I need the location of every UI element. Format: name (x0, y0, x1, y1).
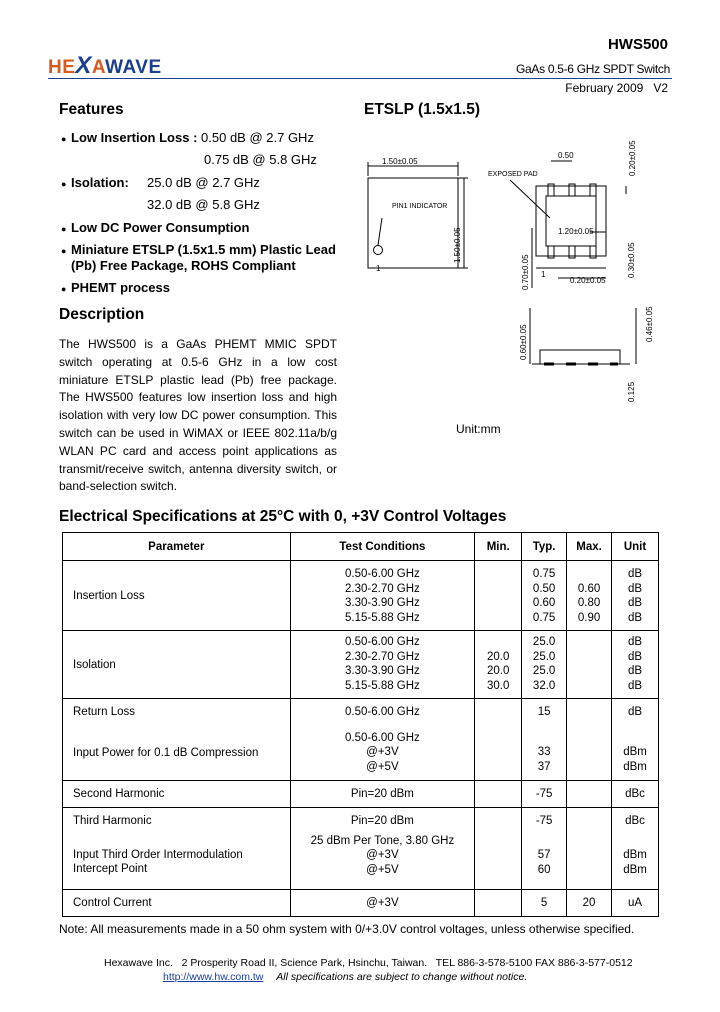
typ-line: 0.60 (532, 597, 556, 609)
dim-pad-pitch: 0.50 (558, 151, 574, 160)
min-line (475, 611, 521, 626)
feature-label: PHEMT process (71, 280, 170, 295)
param-line: Intercept Point (73, 863, 148, 875)
side-body (540, 350, 620, 364)
cond-line: @+5V (366, 760, 399, 773)
pin1-label: PIN1 INDICATOR (392, 203, 448, 210)
table-row (63, 699, 659, 781)
param-line: Third Harmonic (73, 815, 152, 827)
side-view (530, 308, 636, 364)
unit-line (612, 834, 658, 849)
logo-text-x: X (75, 52, 92, 79)
unit-cell: dBc (612, 781, 659, 808)
feature-label: (Pb) Free Package, ROHS Compliant (71, 258, 296, 273)
max-cell (567, 808, 612, 890)
feature-value-2 (204, 152, 317, 168)
bullet-icon: ● (61, 284, 67, 294)
cond-line: @+3V (366, 746, 399, 758)
param-line: Return Loss (73, 706, 136, 718)
cond-line: 0.50-6.00 GHz (345, 636, 420, 648)
col-header: Parameter (63, 533, 291, 561)
dim-side-h: 0.60±0.05 (519, 324, 528, 360)
typ-line: -75 (535, 815, 553, 827)
min-line (475, 567, 521, 582)
features-heading: Features (59, 101, 124, 118)
min-line (475, 582, 521, 597)
feature-value: 0.75 dB @ 5.8 GHz (204, 152, 317, 167)
feature-item (61, 175, 129, 191)
param-cell (63, 699, 291, 781)
dim-height: 1.50±0.05 (453, 227, 462, 263)
cond-line: 3.30-3.90 GHz (345, 665, 420, 677)
dim-side-total: 0.46±0.05 (645, 306, 654, 342)
logo-text-wave: WAVE (105, 57, 162, 78)
typ-line (522, 731, 566, 746)
max-line: 0.80 (577, 597, 601, 609)
typ-line: 60 (537, 863, 551, 876)
unit-line: dB (627, 597, 643, 609)
table-row (63, 561, 659, 631)
cond-line: 0.50-6.00 GHz (345, 706, 420, 718)
typ-line: 15 (537, 706, 551, 718)
unit-line: dB (627, 665, 643, 677)
typ-cell (522, 699, 567, 781)
min-cell (475, 699, 522, 781)
pin1-number: 1 (376, 264, 381, 273)
feature-item (61, 130, 314, 146)
param-cell: Control Current (63, 890, 291, 917)
max-cell (567, 699, 612, 781)
param-cell: Isolation (63, 631, 291, 699)
exposed-pad-label: EXPOSED PAD (488, 171, 538, 178)
max-cell: 20 (567, 890, 612, 917)
feature-label: Low Insertion Loss : (71, 130, 198, 145)
max-line: 0.60 (577, 582, 601, 595)
max-line (567, 650, 611, 665)
unit-line: dBm (623, 760, 647, 773)
param-line: Input Third Order Intermodulation (73, 848, 243, 861)
unit-line: dBc (625, 815, 645, 827)
col-header: Min. (475, 533, 522, 561)
typ-cell: 5 (522, 890, 567, 917)
typ-line: 0.75 (532, 568, 556, 580)
typ-line: 0.75 (532, 611, 556, 624)
package-drawing (360, 128, 670, 408)
min-line: 30.0 (487, 679, 510, 692)
cond-line: 25 dBm Per Tone, 3.80 GHz (310, 834, 455, 847)
feature-label: Miniature ETSLP (1.5x1.5 mm) Plastic Lead (71, 242, 336, 257)
table-row (63, 781, 659, 808)
feature-value-iso2 (147, 197, 260, 213)
exposed-pad (546, 196, 596, 246)
unit-line: dB (627, 650, 643, 663)
cond-cell (290, 699, 475, 781)
min-cell (475, 890, 522, 917)
dim-lead-width: 0.20±0.05 (570, 276, 606, 285)
feature-item (61, 242, 336, 258)
typ-cell: -75 (522, 781, 567, 808)
dim-body-h: 0.70±0.05 (521, 254, 530, 290)
feature-item (61, 280, 170, 296)
cond-cell (290, 808, 475, 890)
pin1-number-bottom: 1 (541, 270, 546, 279)
cond-line: 2.30-2.70 GHz (345, 582, 420, 595)
min-cell (475, 631, 522, 699)
typ-line: 37 (537, 760, 551, 773)
min-line (475, 635, 521, 650)
unit-line: dB (627, 636, 643, 648)
unit-cell (612, 561, 659, 631)
cond-line: @+5V (366, 863, 399, 876)
param-line: Input Power for 0.1 dB Compression (73, 746, 259, 759)
unit-line: dBm (623, 746, 647, 758)
unit-text: Unit:mm (456, 422, 501, 436)
col-header: Typ. (522, 533, 567, 561)
typ-line: 25.0 (532, 636, 556, 648)
typ-cell (522, 808, 567, 890)
description-text: The HWS500 is a GaAs PHEMT MMIC SPDT switch operating at 0.5-6 GHz in a low cost miniature ETSLP plastic lead (Pb) free package. The HWS500 features low insertion loss and high isolation with very low DC power consumption. This switch can be used in WiMAX or IEEE 802.11a/b/g WLAN PC card and access point applications as transmit/receive switch, antenna diversity switch, or band-selection switch. (59, 337, 337, 494)
cond-line: Pin=20 dBm (350, 815, 414, 827)
max-line (567, 679, 611, 694)
param-cell: Insertion Loss (63, 561, 291, 631)
website-link[interactable]: http://www.hw.com.tw (163, 971, 264, 983)
min-cell (475, 781, 522, 808)
max-line (567, 567, 611, 582)
unit-line: dBm (623, 863, 647, 876)
col-header: Unit (612, 533, 659, 561)
typ-line (522, 834, 566, 849)
specs-heading: Electrical Specifications at 25°C with 0, +3V Control Voltages (59, 508, 507, 525)
param-cell: Second Harmonic (63, 781, 291, 808)
cond-line: 3.30-3.90 GHz (345, 597, 420, 609)
unit-cell (612, 631, 659, 699)
hexawave-logo (48, 52, 162, 80)
min-cell (475, 561, 522, 631)
typ-line: 33 (537, 746, 551, 758)
typ-line: 25.0 (532, 650, 556, 663)
bullet-icon: ● (61, 134, 67, 144)
footer-disclaimer: All specifications are subject to change without notice. (276, 971, 528, 983)
min-line: 20.0 (487, 665, 510, 677)
dim-lead-len: 0.30±0.05 (627, 242, 636, 278)
unit-line (612, 731, 658, 746)
package-heading: ETSLP (1.5x1.5) (364, 101, 481, 118)
typ-line: 57 (537, 849, 551, 861)
typ-line: 0.50 (532, 582, 556, 595)
logo-text-a: A (91, 57, 106, 78)
description-heading: Description (59, 306, 145, 323)
cond-cell: Pin=20 dBm (290, 781, 475, 808)
min-cell (475, 808, 522, 890)
dim-inner: 1.20±0.05 (558, 227, 594, 236)
footer-address: Hexawave Inc. 2 Prosperity Road II, Science Park, Hsinchu, Taiwan. TEL 886-3-578-5100 FAX 886-3-577-0512 (104, 957, 633, 969)
header-rule (48, 78, 672, 79)
dim-top-right: 0.20±0.05 (628, 140, 637, 176)
bullet-icon: ● (61, 224, 67, 234)
unit-line: dB (627, 568, 643, 580)
col-header: Test Conditions (290, 533, 475, 561)
unit-cell: uA (612, 890, 659, 917)
table-header (63, 533, 659, 561)
feature-label: Isolation: (71, 175, 129, 190)
typ-cell (522, 561, 567, 631)
feature-item (61, 220, 250, 236)
unit-line: dB (627, 679, 643, 692)
feature-value: 32.0 dB @ 5.8 GHz (147, 197, 260, 212)
unit-line: dB (627, 706, 643, 718)
table-row (63, 808, 659, 890)
max-line (567, 635, 611, 650)
feature-value: 0.50 dB @ 2.7 GHz (201, 130, 314, 145)
min-line: 20.0 (487, 650, 510, 663)
col-header: Max. (567, 533, 612, 561)
unit-line: dB (627, 582, 643, 595)
table-row (63, 890, 659, 917)
table-row (63, 631, 659, 699)
typ-cell (522, 631, 567, 699)
footer-links (163, 971, 527, 983)
feature-item-cont (71, 258, 296, 274)
cond-line: 5.15-5.88 GHz (345, 679, 420, 692)
feature-value: 25.0 dB @ 2.7 GHz (147, 175, 260, 190)
max-cell (567, 561, 612, 631)
unit-cell (612, 808, 659, 890)
typ-line: 25.0 (532, 665, 556, 677)
pin1-indicator-icon (374, 246, 383, 255)
cond-cell (290, 561, 475, 631)
unit-line: dBm (623, 849, 647, 861)
max-line: 0.90 (577, 611, 601, 624)
spec-note: Note: All measurements made in a 50 ohm system with 0/+3.0V control voltages, unless otherwise specified. (59, 922, 635, 936)
unit-cell (612, 699, 659, 781)
bullet-icon: ● (61, 246, 67, 256)
cond-line: @+3V (366, 849, 399, 861)
cond-cell: @+3V (290, 890, 475, 917)
spec-table (62, 532, 659, 917)
typ-line: 32.0 (532, 679, 556, 692)
max-line (567, 664, 611, 679)
cond-cell (290, 631, 475, 699)
cond-line: 0.50-6.00 GHz (345, 568, 420, 580)
max-cell (567, 631, 612, 699)
bullet-icon: ● (61, 179, 67, 189)
logo-text-he: HE (48, 57, 76, 78)
feature-value-iso1 (147, 175, 260, 191)
dim-width: 1.50±0.05 (382, 157, 418, 166)
doc-date: February 2009 V2 (565, 81, 668, 95)
min-line (475, 596, 521, 611)
cond-line: 2.30-2.70 GHz (345, 650, 420, 663)
cond-line: 0.50-6.00 GHz (345, 731, 420, 744)
param-cell (63, 808, 291, 890)
unit-line: dB (627, 611, 643, 624)
doc-title: HWS500 (607, 36, 668, 53)
max-cell (567, 781, 612, 808)
cond-line: 5.15-5.88 GHz (345, 611, 420, 624)
doc-subtitle: GaAs 0.5-6 GHz SPDT Switch (515, 62, 670, 76)
dim-side-bottom: 0.125 (627, 381, 636, 402)
feature-label: Low DC Power Consumption (71, 220, 250, 235)
